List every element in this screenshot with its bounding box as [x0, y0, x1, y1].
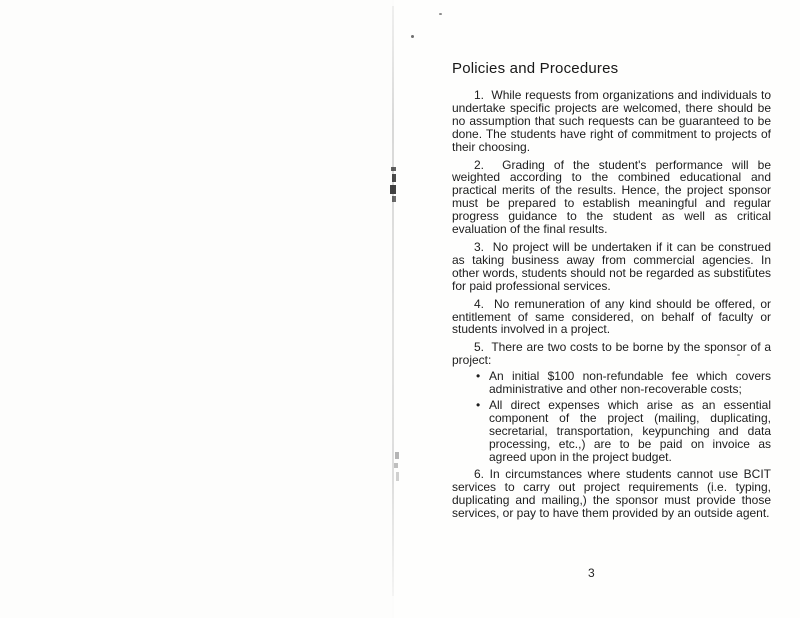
- bullet-text: An initial $100 non-refundable fee which covers administrative and other non-recoverable costs;: [489, 369, 771, 397]
- list-item: [452, 367, 771, 396]
- dust-speck: [411, 35, 414, 38]
- page-content: [452, 60, 771, 520]
- paragraph-5: 5. There are two costs to be borne by the sponsor of a project:: [452, 340, 771, 368]
- binding-mark: [391, 167, 396, 171]
- paragraph-2: 2. Grading of the student's performance will be weighted according to the combined educational and practical merits of the results. Hence, the project sponsor must be prepared to establish meaningful and regular progress guidance to the student as well as critical evaluation of the final results.: [452, 157, 771, 237]
- binding-mark: [392, 196, 396, 202]
- paragraph-4: 4. No remuneration of any kind should be offered, or entitlement of same considered, on behalf of faculty or students involved in a project.: [452, 296, 771, 337]
- dust-speck: [439, 13, 442, 15]
- page-title: Policies and Procedures: [452, 60, 619, 77]
- bullet-text: All direct expenses which arise as an essential component of the project (mailing, duplicating, secretarial, transportation, keypunching and data processing, etc.,) are to be paid on invoice as agreed upon in the project budget.: [489, 397, 771, 464]
- paragraph-1: 1. While requests from organizations and individuals to undertake specific projects are welcomed, there should be no assumption that such requests can be guaranteed to be done. The students have right of commitment to projects of their choosing.: [452, 88, 771, 154]
- page-number: 3: [588, 566, 595, 580]
- paragraph-6: 6. In circumstances where students cannot use BCIT services to carry out project requirements (i.e. typing, duplicating and mailing,) the sponsor must provide those services, or pay to have them provided by an outside agent.: [452, 467, 771, 521]
- binding-mark: [394, 463, 398, 468]
- binding-mark: [395, 452, 399, 459]
- left-page-blank: [0, 0, 392, 618]
- bullet-icon: •: [476, 397, 481, 412]
- list-item: [452, 396, 771, 464]
- bullet-icon: •: [476, 369, 481, 384]
- paragraph-3: 3. No project will be undertaken if it can be construed as taking business away from commercial agencies. In other words, students should not be regarded as substitutes for paid professional services.: [452, 239, 771, 293]
- binding-mark: [392, 174, 396, 182]
- page-binding-line: [392, 6, 394, 596]
- binding-mark: [390, 185, 396, 194]
- binding-mark: [396, 472, 399, 481]
